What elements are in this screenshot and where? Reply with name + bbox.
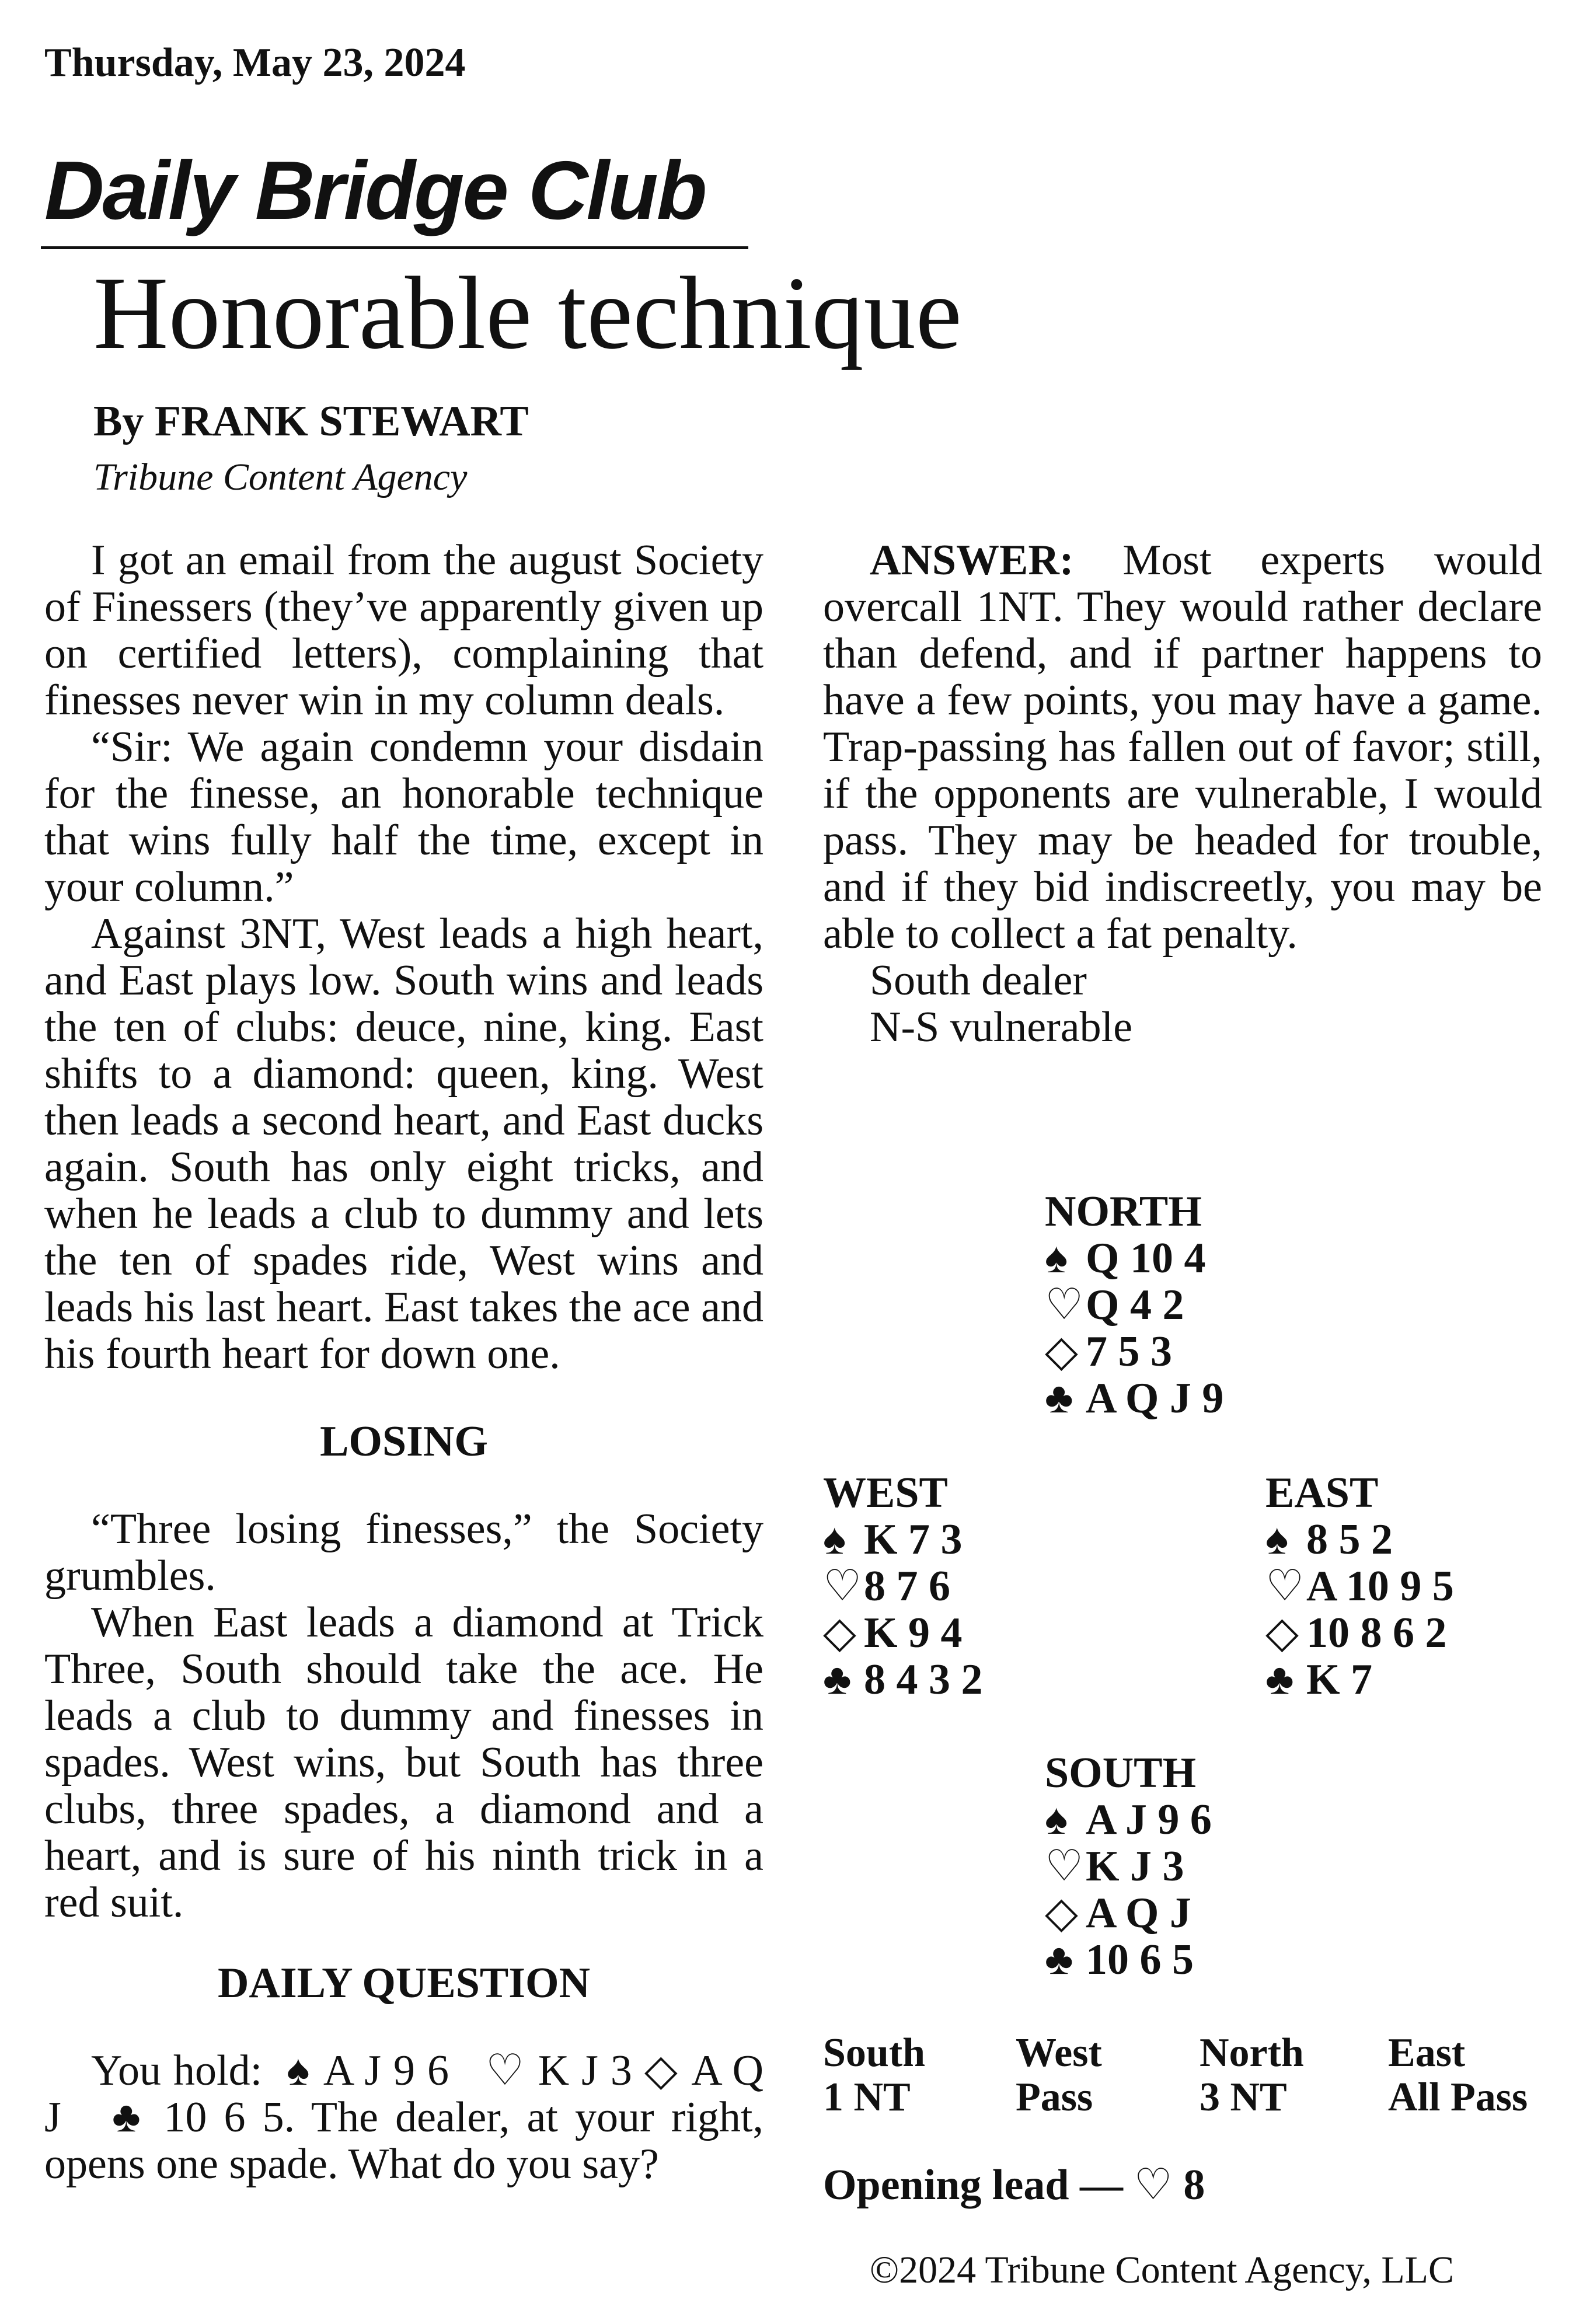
diamonds-holding: 10 8 6 2 bbox=[1306, 1609, 1447, 1657]
hearts-holding: 8 7 6 bbox=[864, 1562, 950, 1610]
heart-icon: ♡ bbox=[1045, 1281, 1084, 1329]
diamonds-holding: A Q J bbox=[1086, 1889, 1191, 1937]
diamond-icon: ◇ bbox=[1265, 1609, 1299, 1657]
hand-south bbox=[1045, 1750, 1212, 1983]
paragraph-solution: When East leads a diamond at Trick Three, South should take the ace. He leads a club to dummy and finesses in spades. West wins, but South has three clubs, three spades, a diamond and a heart, and is sure of his ninth trick in a red suit. bbox=[44, 1599, 763, 1927]
article-column-right bbox=[823, 537, 1542, 1051]
bidding-seat: West bbox=[1016, 2030, 1102, 2075]
bidding-seat: South bbox=[823, 2030, 926, 2075]
subhead-daily-question: DAILY QUESTION bbox=[217, 1959, 591, 2007]
heart-icon: ♡ bbox=[823, 1562, 862, 1610]
bidding-column-north bbox=[1200, 2031, 1304, 2120]
hand-west bbox=[823, 1470, 983, 1703]
article-column-left bbox=[44, 537, 763, 2187]
vulnerability-line: N-S vulnerable bbox=[870, 1003, 1133, 1051]
heart-icon: ♡ bbox=[485, 2047, 526, 2095]
paragraph-grumble: “Three losing finesses,” the Society grumbles. bbox=[44, 1505, 763, 1600]
bidding-call: Pass bbox=[1016, 2075, 1093, 2120]
clubs-holding: A Q J 9 bbox=[1086, 1374, 1224, 1422]
bidding-column-west bbox=[1016, 2031, 1102, 2120]
bidding-call: All Pass bbox=[1388, 2075, 1528, 2120]
lead-card: 8 bbox=[1183, 2161, 1205, 2209]
spades-holding: Q 10 4 bbox=[1086, 1234, 1206, 1282]
spade-icon: ♠ bbox=[823, 1516, 846, 1564]
diamonds-holding: K 9 4 bbox=[864, 1609, 963, 1657]
date-line: Thursday, May 23, 2024 bbox=[44, 40, 466, 85]
headline: Honorable technique bbox=[93, 255, 962, 371]
paragraph-question: You hold: ♠ A J 9 6 ♡ K J 3 ◇ A Q J ♣ 10 6 5. The dealer, at your right, opens one spade. What do you say? bbox=[44, 2047, 764, 2188]
club-icon: ♣ bbox=[1265, 1656, 1294, 1704]
paragraph-answer: ANSWER: Most experts would overcall 1NT. They would rather declare than defend, and if partner happens to have a few points, you may have a game. Trap-passing has fallen out of favor; still, if the opponents are vulnerable, I would pass. They may be headed for trouble, and if they bid indiscreetly, you may be able to collect a fat penalty. bbox=[823, 536, 1542, 958]
club-icon: ♣ bbox=[1045, 1374, 1073, 1422]
hearts-holding: K J 3 bbox=[1086, 1843, 1184, 1890]
byline: By FRANK STEWART bbox=[93, 397, 529, 445]
hand-label: NORTH bbox=[1045, 1188, 1202, 1236]
copyright: ©2024 Tribune Content Agency, LLC bbox=[870, 2249, 1455, 2291]
heart-icon: ♡ bbox=[1134, 2161, 1173, 2209]
spades-holding: 8 5 2 bbox=[1306, 1516, 1393, 1564]
club-icon: ♣ bbox=[823, 1656, 852, 1704]
diamond-icon: ◇ bbox=[1045, 1889, 1078, 1937]
hearts-holding: A 10 9 5 bbox=[1306, 1562, 1454, 1610]
paragraph-play: Against 3NT, West leads a high heart, and East plays low. South wins and leads the ten of clubs: deuce, nine, king. East shifts to a diamond: queen, king. West then leads a second heart, and East ducks again. South has only eight tricks, and when he leads a club to dummy and lets the ten of spades ride, West wins and leads his last heart. East takes the ace and his fourth heart for down one. bbox=[44, 910, 763, 1378]
spade-icon: ♠ bbox=[1045, 1796, 1068, 1844]
spades-holding: A J 9 6 bbox=[1086, 1796, 1212, 1844]
hearts-holding: Q 4 2 bbox=[1086, 1281, 1184, 1329]
diamond-icon: ◇ bbox=[823, 1609, 856, 1657]
diamond-icon: ◇ bbox=[644, 2047, 679, 2095]
hand-east bbox=[1265, 1470, 1454, 1703]
club-icon: ♣ bbox=[112, 2093, 147, 2141]
dealer-line: South dealer bbox=[870, 957, 1087, 1004]
bidding-column-south bbox=[823, 2031, 925, 2120]
heart-icon: ♡ bbox=[1045, 1843, 1084, 1890]
club-icon: ♣ bbox=[1045, 1936, 1073, 1984]
brand-underline bbox=[41, 246, 748, 249]
bidding-seat: North bbox=[1200, 2030, 1304, 2075]
clubs-holding: 10 6 5 bbox=[1086, 1936, 1194, 1984]
diamonds-holding: 7 5 3 bbox=[1086, 1328, 1172, 1376]
bidding-column-east bbox=[1388, 2031, 1528, 2120]
subhead-losing: LOSING bbox=[320, 1418, 488, 1465]
paragraph-intro: I got an email from the august Society of Finessers (they’ve apparently given up on certified letters), complaining that finesses never win in my column deals. bbox=[44, 536, 763, 724]
bidding-call: 1 NT bbox=[823, 2075, 911, 2120]
bidding-call: 3 NT bbox=[1200, 2075, 1287, 2120]
bidding-seat: East bbox=[1388, 2030, 1466, 2075]
column-brand: Daily Bridge Club bbox=[44, 144, 706, 237]
heart-icon: ♡ bbox=[1265, 1562, 1305, 1610]
hand-label: WEST bbox=[823, 1469, 948, 1517]
spade-icon: ♠ bbox=[287, 2047, 311, 2095]
spades-holding: K 7 3 bbox=[864, 1516, 963, 1564]
spade-icon: ♠ bbox=[1045, 1234, 1068, 1282]
hand-label: EAST bbox=[1265, 1469, 1379, 1517]
hand-north bbox=[1045, 1188, 1223, 1422]
clubs-holding: 8 4 3 2 bbox=[864, 1656, 983, 1704]
paragraph-letter: “Sir: We again condemn your disdain for the finesse, an honorable technique that wins fully half the time, except in your column.” bbox=[44, 723, 763, 911]
opening-lead: Opening lead — ♡ 8 bbox=[823, 2161, 1205, 2209]
clubs-holding: K 7 bbox=[1306, 1656, 1373, 1704]
diamond-icon: ◇ bbox=[1045, 1328, 1078, 1376]
spade-icon: ♠ bbox=[1265, 1516, 1289, 1564]
agency-credit: Tribune Content Agency bbox=[93, 456, 468, 498]
hand-label: SOUTH bbox=[1045, 1749, 1197, 1797]
